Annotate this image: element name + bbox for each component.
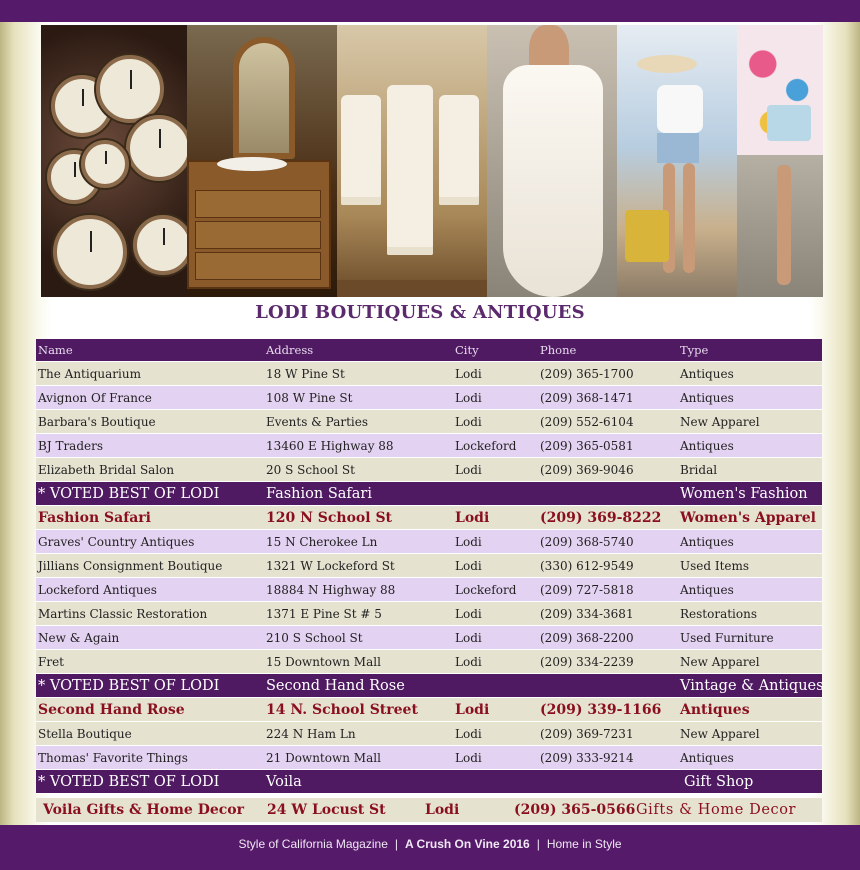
row-phone: (209) 365-1700 [540, 367, 634, 381]
table-row [36, 554, 822, 578]
row-address: 20 S School St [266, 463, 355, 477]
row-phone: (209) 368-1471 [540, 391, 634, 405]
row-address: 1371 E Pine St # 5 [266, 607, 382, 621]
row-name: Stella Boutique [38, 727, 132, 741]
row-city: Lodi [455, 463, 482, 477]
top-banner-bar [0, 0, 860, 22]
column-header-type: Type [680, 343, 709, 357]
row-phone: (209) 369-7231 [540, 727, 634, 741]
row-name: Thomas' Favorite Things [38, 751, 188, 765]
row-address: 24 W Locust St [267, 802, 386, 818]
table-row [36, 530, 822, 554]
row-address: 18884 N Highway 88 [266, 583, 396, 597]
row-name: Lockeford Antiques [38, 583, 157, 597]
row-address: 108 W Pine St [266, 391, 353, 405]
row-address: 120 N School St [266, 510, 393, 526]
row-type: Gifts & Home Decor [636, 802, 797, 818]
row-phone: (209) 368-2200 [540, 631, 634, 645]
row-type: Antiques [680, 439, 734, 453]
column-header-city: City [455, 343, 479, 357]
row-type: Restorations [680, 607, 758, 621]
row-city: Lodi [455, 751, 482, 765]
table-header-row [36, 339, 822, 362]
row-city: Lodi [455, 655, 482, 669]
row-address: 21 Downtown Mall [266, 751, 381, 765]
table-row [36, 386, 822, 410]
row-city: Lodi [455, 607, 482, 621]
row-type: Antiques [680, 391, 734, 405]
row-city: Lodi [455, 510, 490, 526]
row-type: Antiques [680, 751, 734, 765]
row-name: Second Hand Rose [38, 702, 185, 718]
footer-separator: | [536, 837, 540, 851]
row-city: Lodi [455, 631, 482, 645]
footer-bar [0, 825, 860, 870]
row-type: Antiques [680, 367, 734, 381]
row-city: Lodi [455, 559, 482, 573]
row-address: 13460 E Highway 88 [266, 439, 394, 453]
footer-home-link[interactable]: Home in Style [546, 837, 622, 851]
row-name: Barbara's Boutique [38, 415, 156, 429]
row-phone: (209) 727-5818 [540, 583, 634, 597]
footer-issue-link[interactable]: A Crush On Vine 2016 [405, 837, 530, 851]
row-city: Lockeford [455, 439, 517, 453]
row-city: Lodi [455, 415, 482, 429]
beach-fashion-photo [617, 25, 737, 297]
row-city: Lodi [455, 702, 490, 718]
row-address: 224 N Ham Ln [266, 727, 356, 741]
row-phone: (209) 369-8222 [540, 510, 662, 526]
table-row [36, 746, 822, 770]
antique-dresser-photo [187, 25, 337, 297]
row-address: 18 W Pine St [266, 367, 345, 381]
row-type: Bridal [680, 463, 718, 477]
table-row [36, 434, 822, 458]
row-name: Avignon Of France [38, 391, 152, 405]
row-type: Used Items [680, 559, 750, 573]
row-name: BJ Traders [38, 439, 104, 453]
row-type: New Apparel [680, 727, 760, 741]
row-phone: (209) 339-1166 [540, 702, 662, 718]
voted-best-row [36, 674, 822, 698]
column-header-name: Name [38, 343, 73, 357]
row-phone: (209) 369-9046 [540, 463, 634, 477]
row-name: Elizabeth Bridal Salon [38, 463, 175, 477]
row-type: Used Furniture [680, 631, 774, 645]
row-city: Lodi [455, 535, 482, 549]
row-phone: (209) 365-0566 [514, 802, 636, 818]
row-name: Voila Gifts & Home Decor [43, 802, 244, 818]
row-address: 15 N Cherokee Ln [266, 535, 378, 549]
hero-collage-image [41, 25, 823, 297]
table-row [36, 578, 822, 602]
featured-row [36, 798, 822, 822]
row-phone: (209) 334-2239 [540, 655, 634, 669]
voted-best-name: Voila [266, 774, 302, 790]
voted-best-row [36, 482, 822, 506]
row-name: The Antiquarium [38, 367, 141, 381]
table-row [36, 362, 822, 386]
row-address: 1321 W Lockeford St [266, 559, 395, 573]
column-header-phone: Phone [540, 343, 577, 357]
row-address: 14 N. School Street [266, 702, 418, 718]
voted-best-type: Women's Fashion [680, 486, 808, 502]
voted-best-name: Second Hand Rose [266, 678, 405, 694]
footer-magazine-link[interactable]: Style of California Magazine [238, 837, 388, 851]
row-phone: (209) 333-9214 [540, 751, 634, 765]
voted-best-label: * VOTED BEST OF LODI [38, 486, 220, 502]
table-row [36, 650, 822, 674]
clocks-photo [41, 25, 187, 297]
row-city: Lodi [425, 802, 460, 818]
featured-row [36, 698, 822, 722]
voted-best-label: * VOTED BEST OF LODI [38, 774, 220, 790]
row-city: Lodi [455, 367, 482, 381]
table-row [36, 722, 822, 746]
table-row [36, 602, 822, 626]
row-phone: (209) 552-6104 [540, 415, 634, 429]
voted-best-type: Vintage & Antiques [680, 678, 824, 694]
table-row [36, 410, 822, 434]
row-address: 210 S School St [266, 631, 363, 645]
page-title: LODI BOUTIQUES & ANTIQUES [255, 302, 585, 323]
bridal-gown-photo [487, 25, 617, 297]
row-name: New & Again [38, 631, 120, 645]
row-name: Martins Classic Restoration [38, 607, 208, 621]
table-row [36, 458, 822, 482]
row-phone: (209) 368-5740 [540, 535, 634, 549]
floral-dress-photo [737, 25, 823, 297]
voted-best-row [36, 770, 822, 794]
footer-separator: | [394, 837, 398, 851]
row-type: New Apparel [680, 415, 760, 429]
voted-best-type: Gift Shop [684, 774, 754, 790]
row-phone: (330) 612-9549 [540, 559, 634, 573]
row-type: Antiques [680, 535, 734, 549]
row-city: Lodi [455, 391, 482, 405]
directory-table [36, 339, 822, 794]
row-name: Fashion Safari [38, 510, 151, 526]
voted-best-name: Fashion Safari [266, 486, 372, 502]
row-type: Antiques [680, 583, 734, 597]
row-city: Lodi [455, 727, 482, 741]
row-name: Jillians Consignment Boutique [38, 559, 223, 573]
column-header-address: Address [266, 343, 314, 357]
row-phone: (209) 365-0581 [540, 439, 634, 453]
row-type: Antiques [680, 702, 750, 718]
row-address: Events & Parties [266, 415, 369, 429]
table-row [36, 626, 822, 650]
row-type: New Apparel [680, 655, 760, 669]
row-phone: (209) 334-3681 [540, 607, 634, 621]
voted-best-label: * VOTED BEST OF LODI [38, 678, 220, 694]
row-name: Graves' Country Antiques [38, 535, 195, 549]
hanging-dresses-photo [337, 25, 487, 297]
row-address: 15 Downtown Mall [266, 655, 381, 669]
row-city: Lockeford [455, 583, 517, 597]
row-name: Fret [38, 655, 64, 669]
row-type: Women's Apparel [680, 510, 816, 526]
featured-row [36, 506, 822, 530]
